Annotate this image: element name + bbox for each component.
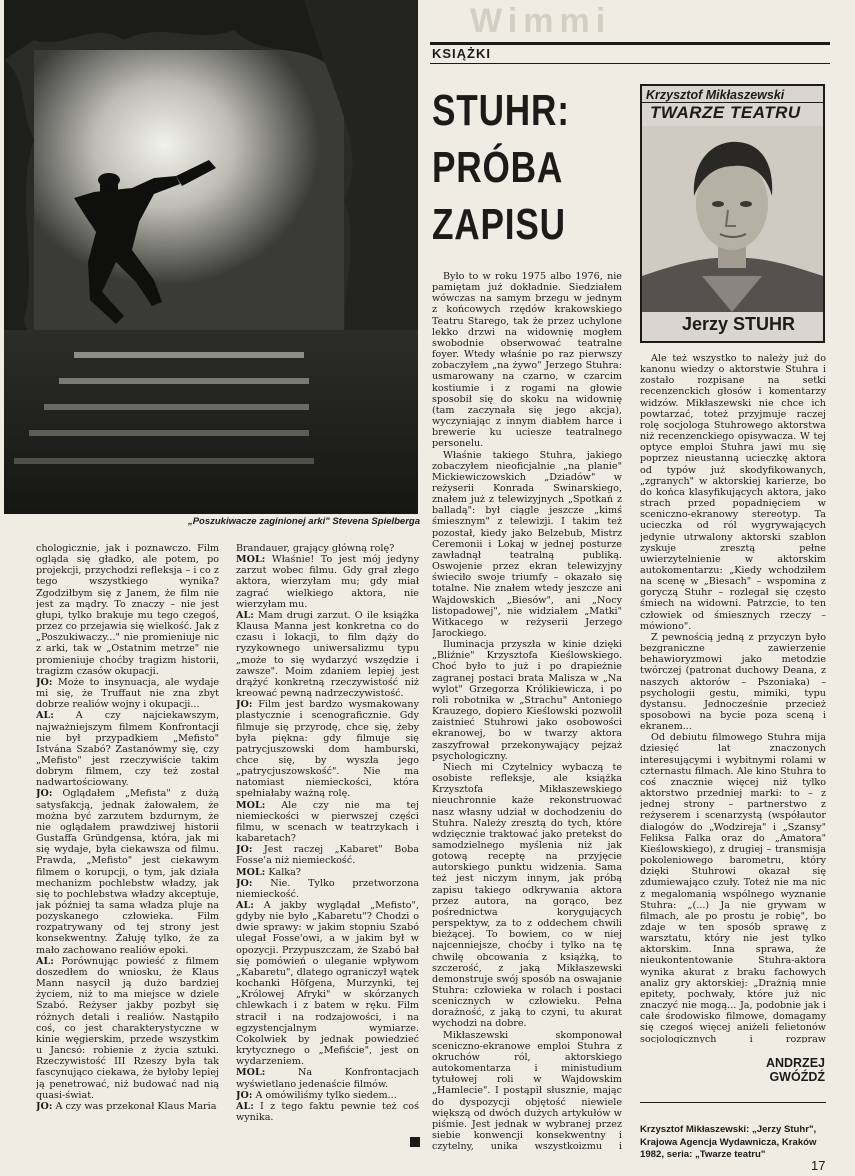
paragraph: MOL: Ale czy nie ma tej niemieckości w pierwszej części filmu, w scenach w teatrzykach i kabaretach? (236, 799, 419, 845)
speaker-label: MOL: (236, 554, 266, 566)
paragraph: Iluminacja przyszła w kinie dzięki „Bliźnie" Krzysztofa Kieślowskiego. Choć było to już i po drapieżnie zagranej postaci brata Malisza w „Na wylot" Grzegorza Królikiewicza, i po roli robotnika w „Strachu" Antoniego Krauzego, dopiero Kieślowski pozwolił zaistnieć Stuhrowi jako osobowości ekranowej, bo w twarzy aktora zaszyfrował przekonywający pejzaż psychologiczny. (432, 639, 622, 762)
paragraph: chologicznie, jak i poznawczo. Film ogląda się gładko, ale potem, po projekcji, przychodzi refleksja – i co z tego wszystkiego wynika? Zgodziłbym się z Janem, że film nie jest za mądry. To znaczy – nie jest głupi, tylko brakuje mu tego czegoś, przez co przejawia się wielkość. Jak z „Poszukiwaczy..." nie promieniuje nic z arki, tak w „Ostatnim metrze" nie promieniuje choćby tragizm historii, tragizm czasów okupacji. (36, 543, 219, 677)
speaker-label: AL: (36, 955, 54, 967)
paragraph: Mikłaszewski skomponował sceniczno-ekranowe emploi Stuhra z okruchów ról, aktorskiego autokomentarza i ministudium tytułowej roli w Wajdowskim „Hamlecie". I postąpił słusznie, mając do dyspozycji objętość niewiele większą od dwóch dużych artykułów w piśmie. Jest jednak w wybranej przez siebie konwencji konsekwentny i czytelny, unika wszystkoizmu i (432, 1029, 622, 1151)
paragraph: Od debiutu filmowego Stuhra mija dziesięć lat znaczonych interesującymi i wybitnymi rolami w czternastu filmach. Ale kino Stuhra to coś znacznie więcej niż tylko aktorstwo przedniej marki: to – z jednej strony – partnerstwo z reżyserem i scenarzystą (współautor dialogów do „Wodzireja" i „Szansy" Feliksa Falka oraz do „Amatora" Kieślowskiego), z drugiej – transmisja pokoleniowego barometru, który dzięki Stuhrowi okazał się zdumiewająco czuły. Toteż nie ma nic z megalomanią wspólnego wyznanie Stuhra: „(...) Ja nie grywam w filmach, ale po prostu je robię", bo zdaje w ten sposób sprawę z warsztatu, który nie jest tylko aktorskim. Inna sprawa, że nieukontentowanie Stuhra-aktora wynika akurat z braku fachowych analiz gry aktorskiej: „Drażnią mnie epitety, pochwały, które już nic znaczyć nie mogą... Ja, podobnie jak i całe środowisko filmowe, domagamy się czegoś więcej aniżeli felietonów socjologicznych i rozpraw (640, 732, 826, 1043)
article-end-mark (410, 1137, 420, 1147)
book-author: Krzysztof Mikłaszewski (646, 88, 785, 102)
speaker-label: MOL: (236, 799, 266, 811)
book-cover (640, 84, 825, 343)
paragraph: JO: Nie. Tylko przetworzona niemieckość. (236, 877, 419, 900)
speaker-label: AL: (236, 609, 254, 621)
headline-line-3: ZAPISU (432, 200, 566, 249)
photo-caption: „Poszukiwacze zaginionej arki" Stevena Spielberga (187, 516, 420, 527)
interview-column-1 (36, 543, 219, 1151)
actor-portrait (642, 126, 823, 312)
speaker-label: MOL: (236, 1067, 266, 1079)
bibliography-note: Krzysztof Mikłaszewski: „Jerzy Stuhr", Krajowa Agencja Wydawnicza, Kraków 1982, seria: „Twarze teatru" (640, 1124, 817, 1160)
film-still-illustration (4, 0, 418, 514)
paragraph: AL: Mam drugi zarzut. O ile książka Klausa Manna jest konkretna co do czasu i lokacji, to film dąży do ryzykownego uniwersalizmu typu „może to się wydarzyć wszędzie i zawsze". Moim zdaniem lepiej jest drążyć konkretną rzeczywistość niż kreować pewną nadrzeczywistość. (236, 609, 419, 700)
speaker-label: AL: (36, 710, 54, 722)
signature-line-1: ANDRZEJ (765, 1056, 825, 1070)
paragraph: JO: Może to insynuacja, ale wydaje mi się, że Truffaut nie zna zbyt dobrze realiów wojny i okupacji... (36, 676, 219, 711)
section-rule-bottom (430, 63, 830, 64)
bibliography-rule (640, 1102, 826, 1103)
speaker-label: JO: (236, 699, 253, 711)
speaker-label: JO: (36, 676, 53, 688)
signature-line-2: GWÓŹDŹ (769, 1070, 825, 1084)
paragraph: Niech mi Czytelnicy wybaczą te osobiste refleksje, ale książka Krzysztofa Mikłaszewskiego nieuchronnie każe rekonstruować nasz własny udział w dochodzeniu do Stuhra. Należy zresztą do tych, które wdzięcznie traktować jako pretekst do samodzielnego myślenia niż jak gotową receptę na przyjęcie autorskiego punktu widzenia. Sama też jest niczym innym, jak próbą zapisu takiego odkrywania aktora przez autora, na gorąco, bez pośrednictwa korygujących perspektyw, za to z oddechem chwili bieżącej. To bowiem, co w niej najcenniejsze, choćby i tylko na tę chwilę obcowania z książką, to szczerość, z jaką Mikłaszewski demonstruje swój sposób na oswajanie Stuhra: człowieka w rolach i postaci scenicznych w człowieku. Pełna dorażność, z jaką to czyni, tu akurat wychodzi na dobre. (432, 761, 622, 1030)
paragraph: AL: I z tego faktu pewnie też coś wynika. (236, 1100, 419, 1123)
paragraph: JO: A omówiliśmy tylko siedem... (236, 1089, 397, 1101)
paragraph: Właśnie takiego Stuhra, jakiego zobaczyłem nieoficjalnie „na planie" Mickiewiczowskich „Dziadów" w reżyserii Konrada Swinarskiego, znałem już z telewizyjnych „Spotkań z balladą": był ciągle jeszcze „kimś śmiesznym" z telewizji. I takim też pozostał, kiedy jako Belzebub, Mistrz Ceremonii i Lokaj w jednej posturze zawładnął teatralną publiką. Oswojenie przez ekran telewizyjny świeciło swoje triumfy – okazało się totalne. Nie znałem wtedy jeszcze ani Wajdowskich „Biesów", ani „Nocy listopadowej", nie widziałem „Matki" Witkacego w reżyserii Jerzego Jarockiego. (432, 449, 622, 639)
book-title: TWARZE TEATRU (650, 103, 801, 122)
paragraph: Brandauer, grający główną rolę? (236, 543, 395, 554)
headline-line-2: PRÓBA (432, 143, 564, 192)
paragraph: JO: Oglądałem „Mefista" z dużą satysfakcją, jednak żałowałem, że można być zarzutem bzdurnym, że nie oglądałem prawdziwej historii Gustaffa Gründgensa, która, jak mi się wydaje, była ciekawsza od filmu. Prawda, „Mefisto" jest ciekawym filmem o korupcji, o tym, jak działa mechanizm pochlebstw władzy, jak się to pochlebstwa władzy akceptuje, jak później ta sama władza pluje na pozyskanego człowieka. Film rozpatrywany od tej strony jest konsekwentny. Żałuję tylko, że za mało zachowano realiów epoki. (36, 788, 219, 956)
paragraph: MOL: Właśnie! To jest mój jedyny zarzut wobec filmu. Gdy grał złego aktora, wierzyłam mu; gdy miał zagrać wielkiego aktora, nie wierzyłam mu. (236, 554, 419, 610)
book-subject-name: Jerzy STUHR (682, 314, 796, 334)
masthead-ghost-text: Wimmi (470, 2, 612, 40)
paragraph: Ale też wszystko to należy już do kanonu wiedzy o aktorstwie Stuhra i zostało rozpisane na setki recenzenckich głosów i komentarzy widzów. Mikłaszewski nie chce ich powtarzać, toteż przyjmuje raczej rolę socjologa Stuhrowego aktorstwa niż recenzenckiego opisywacza. W tej optyce emploi Stuhra jawi mu się poprzez nieustanną ucieczkę aktora od typów już skodyfikowanych, „zgranych" w aktorskiej karierze, bo do końca klasyfikujących aktora, jako strach przed popadnięciem w sceniczno-ekranowy stereotyp. Ta ucieczka od ról wygrywających jedynie utrwalony aktorski szablon zyskuje zresztą pełne uwierzytelnienie w aktorskim autokomentarzu: „Kiedy wchodziłem na scenę w „Biesach" – wspomina z goryczą Stuhr – rozlegał się często śmiech na widowni. Patrzcie, to ten człowiek od śmiesznych rzeczy – mówiono". (640, 353, 826, 632)
speaker-label: JO: (36, 1100, 53, 1112)
review-column-2 (640, 353, 826, 1043)
speaker-label: JO: (236, 877, 253, 889)
paragraph: MOL: Na Konfrontacjach wyświetlano jedenaście filmów. (236, 1067, 419, 1090)
speaker-label: JO: (36, 788, 53, 800)
paragraph: MOL: Kalka? (236, 866, 301, 878)
review-column-1 (432, 271, 622, 1151)
interview-column-2 (236, 543, 419, 1151)
paragraph: Z pewnością jedną z przyczyn było bezgraniczne zawierzenie behawioryzmowi jako metodzie twórczej (patronat duchowy Deana, z naszych aktorów – Pszoniaka) – psychologii gestu, mimiki, typu dystansu. Jednocześnie przecież sposobowi na bycie poza sceną i ekranem... (640, 631, 826, 733)
section-rule-top (430, 42, 830, 45)
speaker-label: AL: (236, 900, 254, 911)
paragraph: JO: Jest raczej „Kabaret" Boba Fosse'a niż niemieckość. (236, 844, 419, 867)
paragraph: JO: A czy was przekonał Klaus Maria (36, 1100, 217, 1112)
speaker-label: JO: (236, 1089, 253, 1101)
article-headline (432, 82, 584, 253)
speaker-label: JO: (236, 844, 253, 856)
paragraph: AL: A czy najciekawszym, najważniejszym filmem Konfrontacji nie był przypadkiem „Mefisto" Istvána Szabó? Zastanówmy się, czy „Mefisto" jest rzeczywiście takim dobrym filmem, czy też został nadwartościowany. (36, 710, 219, 789)
headline-line-1: STUHR: (432, 86, 570, 135)
paragraph: AL: A jakby wyglądał „Mefisto", gdyby nie było „Kabaretu"? Chodzi o dwie sprawy: w jakim stopniu Szabó ulegał Fosse'owi, a w jakim był w opozycji. Przypuszczam, że Szabó bał się pomówień o uleganie wpływom „Kabaretu", dlatego ograniczył wątek kochanki Höfgena, Murzynki, tej „Królowej Afryki" w skórzanych chlewkach i z batem w ręku. Film stracił i na rodzajowości, i na egzystencjalnym wymiarze. Cokolwiek by jednak powiedzieć krytycznego o „Mefiście", jest on wydarzeniem. (236, 900, 419, 1068)
speaker-label: AL: (236, 1100, 254, 1112)
paragraph: JO: Film jest bardzo wysmakowany plastycznie i scenograficznie. Gdy filmuje się przyrodę, chce się, żeby była piękna: gdy filmuje się patrycjuszowski dom hamburski, chce się, by wyszła jego „patrycjuszowskość". Nie ma natomiast niemieckości, która spełniałaby ważną rolę. (236, 699, 419, 800)
section-label: KSIĄŻKI (432, 46, 491, 61)
paragraph: AL: Porównując powieść z filmem doszedłem do wniosku, że Klaus Mann nasycił ją dużo bardziej życiem, niż to ma miejsce w dziele Szabó. Reżyser jakby pozbył się różnych detali i realiów. Nastąpiło coś, co jest charakterystyczne w kinie węgierskim, przede wszystkim u Jancsó: robienie z życia sztuki. Rzeczywistość III Rzeszy była tak fascynująco ciekawa, że byłoby lepiej ją penetrować, niż budować nad nią quasi-świat. (36, 955, 219, 1101)
film-still-photo (4, 0, 418, 514)
page-number: 17 (811, 1158, 826, 1173)
author-signature (760, 1056, 825, 1084)
speaker-label: MOL: (236, 866, 266, 878)
paragraph: Było to w roku 1975 albo 1976, nie pamiętam już dokładnie. Siedziałem wówczas na samym brzegu w jednym z końcowych rzędów krakowskiego Teatru Starego, tak że przez uchylone lekko drzwi na widownię mogłem swobodnie obserwować teatralne foyer. Wtedy właśnie po raz pierwszy zobaczyłem „na żywo" Jerzego Stuhra: usmarowany na czarno, w czarcim kostiumie i z rogami na głowie sposobił się do skoku na widownię (tam zaczynała się jego akcja), wyczyniając z innym diabłem harce i brewerie ku uciesze teatralnego personelu. (432, 271, 622, 450)
